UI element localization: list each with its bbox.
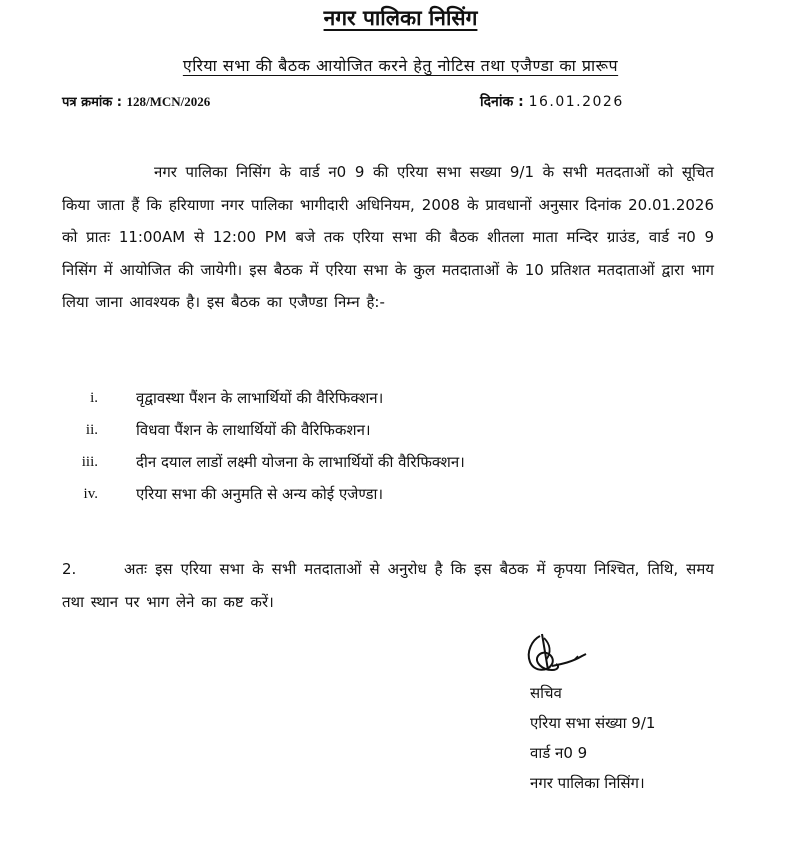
date-line: [480, 92, 624, 111]
signatory-designation: सचिव: [530, 684, 562, 702]
date-label: दिनांक :: [480, 94, 524, 110]
agenda-item-text: दीन दयाल लाडों लक्ष्मी योजना के लाभार्थियों की वैरिफिक्शन।: [136, 453, 465, 471]
agenda-item: [62, 414, 722, 446]
agenda-item-number: iii.: [81, 454, 98, 470]
agenda-item-number: iv.: [83, 486, 98, 502]
signature-icon: [522, 630, 592, 678]
request-text: अतः इस एरिया सभा के सभी मतदाताओं से अनुरोध है कि इस बैठक में कृपया निश्चित, तिथि, समय तथा स्थान पर भाग लेने का कष्ट करें।: [62, 560, 714, 611]
agenda-item-text: एरिया सभा की अनुमति से अन्य कोई एजेण्डा।: [136, 485, 384, 503]
subtitle-text: एरिया सभा की बैठक आयोजित करने हेतु नोटिस तथा एजैण्डा का प्रारूप: [182, 56, 619, 75]
signatory-area-sabha: एरिया सभा संख्या 9/1: [530, 714, 656, 732]
document-subtitle: [0, 54, 801, 76]
signatory-ward: वार्ड न0 9: [530, 744, 588, 762]
reference-label: पत्र क्रमांक :: [62, 95, 122, 110]
document-title: [0, 4, 801, 32]
agenda-item-number: i.: [90, 390, 98, 406]
reference-number: 128/MCN/2026: [126, 94, 211, 109]
reference-number-line: [62, 92, 210, 110]
signatory-block: [530, 678, 655, 798]
agenda-item: [62, 446, 722, 478]
agenda-item-text: वृद्वावस्था पैंशन के लाभार्थियों की वैरिफिक्शन।: [136, 389, 384, 407]
notice-paragraph: नगर पालिका निसिंग के वार्ड न0 9 की एरिया सभा सख्या 9/1 के सभी मतदताओं को सूचित किया जाता हैं कि हरियाणा नगर पालिका भागीदारी अधिनियम, 2008 के प्रावधानों अनुसार दिनांक 20.01.2026 को प्रातः 11:00AM से 12:00 PM बजे तक एरिया सभा की बैठक शीतला माता मन्दिर ग्राउंड, वार्ड न0 9 निसिंग में आयोजित की जायेगी। इस बैठक में एरिया सभा के कुल मतदाताओं के 10 प्रतिशत मतदाताओं द्वारा भाग लिया जाना आवश्यक है। इस बैठक का एजैण्डा निम्न है:-: [62, 163, 714, 311]
agenda-item-text: विधवा पैंशन के लाथार्थियों की वैरिफिकशन।: [136, 421, 371, 439]
date-value: 16.01.2026: [528, 94, 624, 110]
agenda-list: [62, 382, 722, 510]
agenda-item: [62, 382, 722, 414]
request-paragraph: [62, 553, 714, 618]
agenda-item-number: ii.: [85, 422, 98, 438]
title-text: नगर पालिका निसिंग: [323, 6, 478, 30]
agenda-item: [62, 478, 722, 510]
signatory-municipality: नगर पालिका निसिंग।: [530, 774, 645, 792]
paragraph-number: 2.: [62, 560, 77, 578]
